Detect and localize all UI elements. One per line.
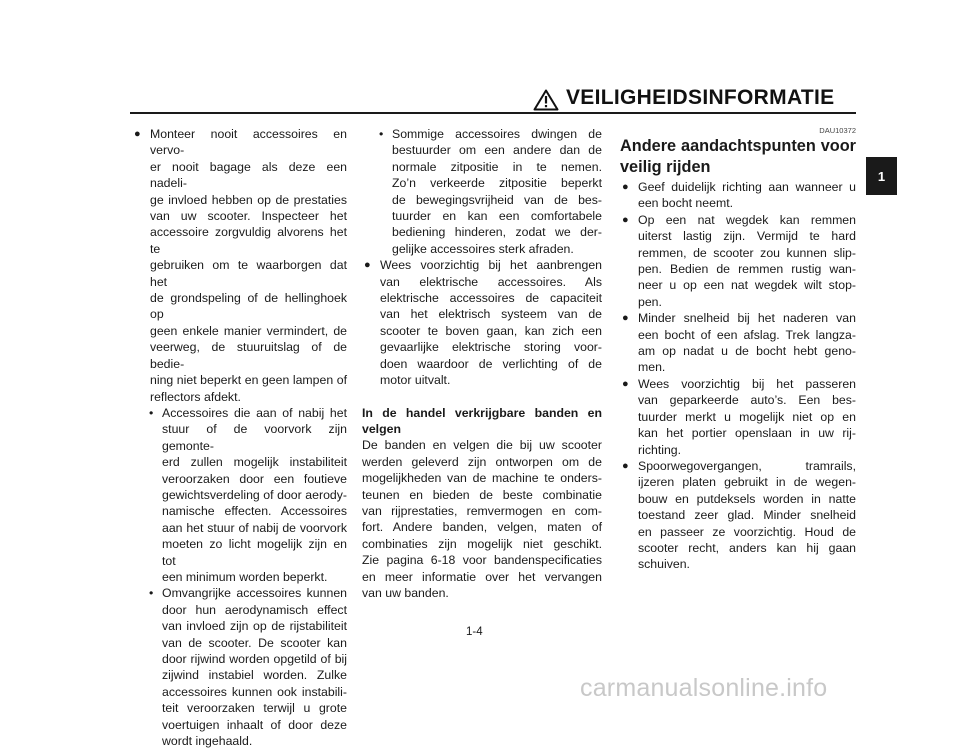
text-line: scooter te boven gaan, kan zich een bbox=[380, 323, 602, 338]
text-line: accessoires kunnen ook instabili- bbox=[162, 684, 347, 699]
text-line: moeten zo licht mogelijk zijn en tot bbox=[162, 537, 347, 568]
text-line: ijzeren platen gebruikt in de wegen- bbox=[638, 475, 856, 490]
section-title bbox=[620, 136, 856, 178]
text-line: Sommige accessoires dwingen de bbox=[392, 127, 602, 141]
text-line: Op een nat wegdek kan remmen bbox=[638, 212, 856, 227]
body-paragraph bbox=[362, 437, 602, 601]
bullet-text bbox=[638, 212, 856, 310]
text-line: van het elektrisch systeem van de bbox=[380, 307, 602, 322]
text-line: Wees voorzichtig bij het aanbrengen bbox=[380, 258, 602, 273]
bullet-marker: ● bbox=[622, 377, 629, 390]
text-line: voertuigen inhaalt of door deze bbox=[162, 717, 347, 732]
bullet-item bbox=[620, 179, 856, 212]
text-line: De banden en velgen die bij uw scooter bbox=[362, 438, 602, 453]
text-line: erd zullen mogelijk instabiliteit bbox=[162, 455, 347, 470]
text-line: de grondspeling of de hellinghoek op bbox=[150, 291, 347, 322]
text-line: veroorzaken door een foutieve bbox=[162, 471, 347, 486]
text-line: uiterst lastig zijn. Vermijd te hard bbox=[638, 229, 856, 244]
text-line: Spoorwegovergangen, tramrails, bbox=[638, 458, 856, 473]
text-line: motor uitvalt. bbox=[380, 373, 451, 388]
sub-bullet-item bbox=[362, 126, 602, 257]
chapter-tab[interactable]: 1 bbox=[866, 157, 897, 195]
sub-bullet-text bbox=[162, 405, 347, 585]
text-line: Andere aandachtspunten voor bbox=[620, 137, 856, 155]
page-number: 1-4 bbox=[466, 626, 483, 638]
sub-bullet-marker: • bbox=[149, 586, 154, 601]
sub-bullet-marker: • bbox=[149, 405, 154, 420]
text-line: van de scooter. De scooter kan bbox=[162, 635, 347, 650]
text-line: de bewegingsvrijheid van de bes- bbox=[392, 192, 602, 207]
text-line: kan het portier openslaan in uw rij- bbox=[638, 426, 856, 441]
column-3 bbox=[620, 126, 856, 573]
text-line: tuurder en kan een comfortabele bbox=[392, 209, 602, 224]
text-line: van uw banden. bbox=[362, 585, 449, 600]
text-line: velgen bbox=[362, 421, 401, 436]
text-line: Zo’n verkeerde zitpositie beperkt bbox=[392, 176, 602, 191]
text-line: een minimum worden beperkt. bbox=[162, 569, 328, 584]
text-line: Wees voorzichtig bij het passeren bbox=[638, 376, 856, 391]
sub-bullet-item bbox=[132, 405, 347, 585]
text-line: tuurder merkt u mogelijk niet op en bbox=[638, 409, 856, 424]
sub-bullet-item bbox=[132, 585, 347, 749]
text-line: gelijke accessoires sterk afraden. bbox=[392, 241, 574, 256]
text-line: elektrische accessoires de capaciteit bbox=[380, 291, 602, 306]
text-line: en meer informatie over het vervangen bbox=[362, 569, 602, 584]
bullet-item bbox=[620, 376, 856, 458]
bullet-text bbox=[380, 257, 602, 388]
text-line: ning niet beperkt en geen lampen of bbox=[150, 373, 347, 388]
text-line: veilig rijden bbox=[620, 158, 711, 176]
text-line: Geef duidelijk richting aan wanneer u bbox=[638, 180, 856, 194]
text-line: bestuurder om een andere dan de bbox=[392, 143, 602, 158]
text-line: werden geleverd zijn ontworpen om de bbox=[362, 454, 602, 469]
text-line: schuiven. bbox=[638, 557, 690, 572]
bullet-marker: ● bbox=[622, 181, 629, 193]
text-line: wordt ingehaald. bbox=[162, 734, 253, 749]
bullet-text bbox=[150, 126, 347, 405]
text-line: Accessoires die aan of nabij het bbox=[162, 405, 347, 420]
text-line: door hun aerodynamisch effect bbox=[162, 602, 347, 617]
text-line: en passeer ze voorzichtig. Houd de bbox=[638, 524, 856, 539]
sub-bullet-text bbox=[392, 126, 602, 257]
text-line: door rijwind worden opgetild of bij bbox=[162, 652, 347, 666]
text-line: teunen en bieden de beste combinatie bbox=[362, 487, 602, 502]
warning-triangle-icon bbox=[533, 89, 559, 111]
column-2 bbox=[362, 126, 602, 601]
text-line: bouw en putdeksels worden in natte bbox=[638, 491, 856, 506]
text-line: remmen, de scooter zou kunnen slip- bbox=[638, 245, 856, 260]
text-line: Zie pagina 6-18 voor bandenspecificaties bbox=[362, 553, 602, 568]
text-line: van rijprestaties, remvermogen en com- bbox=[362, 503, 602, 518]
text-line: gebruiken om te waarborgen dat het bbox=[150, 258, 347, 289]
bullet-marker: ● bbox=[364, 259, 371, 272]
text-line: men. bbox=[638, 360, 666, 375]
text-line: een bocht neemt. bbox=[638, 196, 734, 211]
text-line: van elektrische accessoires. Als bbox=[380, 274, 602, 289]
bullet-text bbox=[638, 458, 856, 573]
text-line: reflectors afdekt. bbox=[150, 389, 241, 404]
text-line: van invloed zijn op de rijstabiliteit bbox=[162, 619, 347, 634]
text-line: In de handel verkrijgbare banden en bbox=[362, 405, 602, 420]
sub-bullet-text bbox=[162, 585, 347, 749]
text-line: scooter recht, anders kan hij gaan bbox=[638, 540, 856, 555]
bullet-item bbox=[132, 126, 347, 405]
header-divider bbox=[130, 112, 856, 114]
text-line: geen enkele manier vermindert, de bbox=[150, 323, 347, 338]
text-line: gevaarlijke elektrische storing voor- bbox=[380, 340, 602, 355]
bullet-item bbox=[620, 212, 856, 310]
column-1 bbox=[132, 126, 347, 749]
bullet-item bbox=[620, 310, 856, 376]
text-line: veerweg, de stuuruitslag of de bedie- bbox=[150, 340, 347, 371]
bullet-item bbox=[620, 458, 856, 573]
text-line: normale zitpositie in te nemen. bbox=[392, 159, 602, 174]
bullet-text bbox=[638, 376, 856, 458]
text-line: pen. bbox=[638, 294, 662, 309]
text-line: fort. Andere banden, velgen, maten of bbox=[362, 520, 602, 535]
text-line: richting. bbox=[638, 442, 682, 457]
bullet-text bbox=[638, 310, 856, 376]
text-line: stuur of de voorvork zijn gemonte- bbox=[162, 422, 347, 453]
text-line: toestand zeer glad. Minder snelheid bbox=[638, 508, 856, 523]
bullet-marker: ● bbox=[622, 213, 629, 226]
bullet-marker: ● bbox=[622, 312, 629, 325]
text-line: Omvangrijke accessoires kunnen bbox=[162, 586, 347, 601]
text-line: bediening hinderen, zodat we der- bbox=[392, 225, 602, 240]
text-line: namische effecten. Accessoires bbox=[162, 504, 347, 519]
text-line: teit veroorzaken terwijl u grote bbox=[162, 701, 347, 716]
text-line: er nooit bagage als deze een nadeli- bbox=[150, 159, 347, 191]
bullet-marker: ● bbox=[622, 459, 629, 472]
text-line: mogelijkheden van de machine te onders- bbox=[362, 471, 602, 486]
text-line: pen. Bedien de remmen rustig wan- bbox=[638, 262, 856, 277]
text-line: combinaties zijn mogelijk niet geschikt. bbox=[362, 536, 602, 551]
text-line: aan het stuur of nabij de voorvork bbox=[162, 520, 347, 535]
page-header-title: VEILIGHEIDSINFORMATIE bbox=[566, 86, 835, 109]
bullet-item bbox=[362, 257, 602, 388]
text-line: van uw scooter. Inspecteer het bbox=[150, 209, 347, 224]
sub-bullet-marker: • bbox=[379, 127, 384, 141]
text-line: van geparkeerde auto’s. Een bes- bbox=[638, 393, 856, 408]
text-line: Minder snelheid bij het naderen van bbox=[638, 311, 856, 326]
section-subheading bbox=[362, 405, 602, 438]
bullet-marker: ● bbox=[134, 128, 141, 140]
text-line: neer u op een nat wegdek wilt stop- bbox=[638, 278, 856, 293]
text-line: zijwind instabiel worden. Zulke bbox=[162, 668, 347, 683]
text-line: gewichtsverdeling of door aerody- bbox=[162, 487, 347, 502]
text-line: am op nadat u de bocht hebt geno- bbox=[638, 344, 856, 359]
text-line: doen waardoor de verlichting of de bbox=[380, 356, 602, 371]
watermark: carmanualsonline.info bbox=[580, 674, 828, 702]
section-code: DAU10372 bbox=[819, 126, 856, 135]
text-line: accessoire zorgvuldig alvorens het te bbox=[150, 225, 347, 256]
bullet-text bbox=[638, 179, 856, 212]
text-line: Monteer nooit accessoires en vervo- bbox=[150, 127, 347, 158]
text-line: een bocht of een afslag. Trek langza- bbox=[638, 327, 856, 342]
text-line: ge invloed hebben op de prestaties bbox=[150, 192, 347, 207]
